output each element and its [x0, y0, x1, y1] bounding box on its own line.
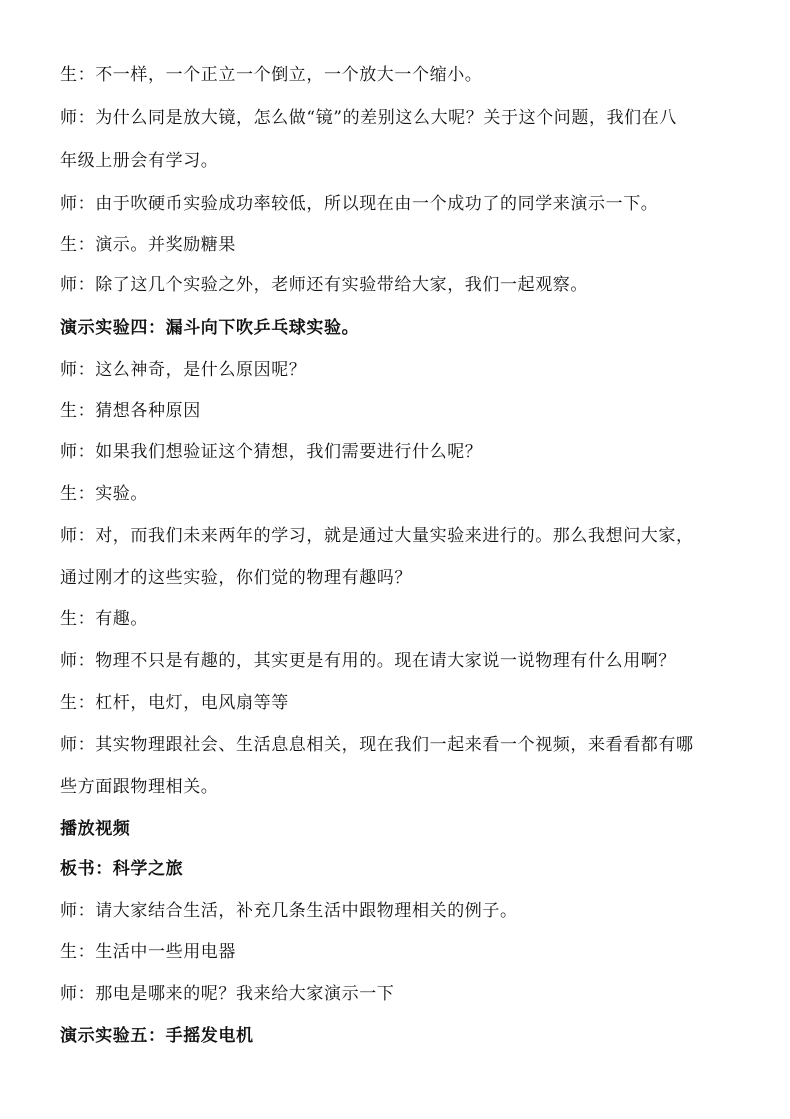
dialogue-line: 师：对，而我们未来两年的学习，就是通过大量实验来进行的。那么我想问大家， [60, 526, 694, 546]
dialogue-line: 师：为什么同是放大镜，怎么做“镜”的差别这么大呢？关于这个问题，我们在八 [60, 108, 677, 128]
section-heading: 演示实验四：漏斗向下吹乒乓球实验。 [60, 318, 360, 338]
dialogue-line: 年级上册会有学习。 [60, 151, 219, 171]
dialogue-line: 生：猜想各种原因 [60, 401, 201, 421]
dialogue-line: 生：有趣。 [60, 609, 148, 629]
dialogue-line: 通过刚才的这些实验，你们觉的物理有趣吗？ [60, 568, 412, 588]
dialogue-line: 师：那电是哪来的呢？我来给大家演示一下 [60, 984, 395, 1004]
section-heading: 板书：科学之旅 [60, 859, 184, 879]
dialogue-line: 生：杠杆，电灯，电风扇等等 [60, 693, 289, 713]
dialogue-line: 生：不一样，一个正立一个倒立，一个放大一个缩小。 [60, 65, 483, 85]
dialogue-line: 师：由于吹硬币实验成功率较低，所以现在由一个成功了的同学来演示一下。 [60, 194, 659, 214]
section-heading: 播放视频 [60, 819, 131, 839]
dialogue-line: 师：这么神奇，是什么原因呢？ [60, 360, 307, 380]
dialogue-line: 师：其实物理跟社会、生活息息相关，现在我们一起来看一个视频，来看看都有哪 [60, 735, 694, 755]
dialogue-line: 师：如果我们想验证这个猜想，我们需要进行什么呢？ [60, 442, 483, 462]
dialogue-line: 生：生活中一些用电器 [60, 942, 236, 962]
dialogue-line: 生：实验。 [60, 484, 148, 504]
dialogue-line: 师：除了这几个实验之外，老师还有实验带给大家，我们一起观察。 [60, 275, 588, 295]
dialogue-line: 师：物理不只是有趣的，其实更是有用的。现在请大家说一说物理有什么用啊？ [60, 651, 676, 671]
dialogue-line: 些方面跟物理相关。 [60, 777, 219, 797]
section-heading: 演示实验五：手摇发电机 [60, 1026, 254, 1046]
dialogue-line: 生：演示。并奖励糖果 [60, 235, 236, 255]
dialogue-line: 师：请大家结合生活，补充几条生活中跟物理相关的例子。 [60, 901, 518, 921]
